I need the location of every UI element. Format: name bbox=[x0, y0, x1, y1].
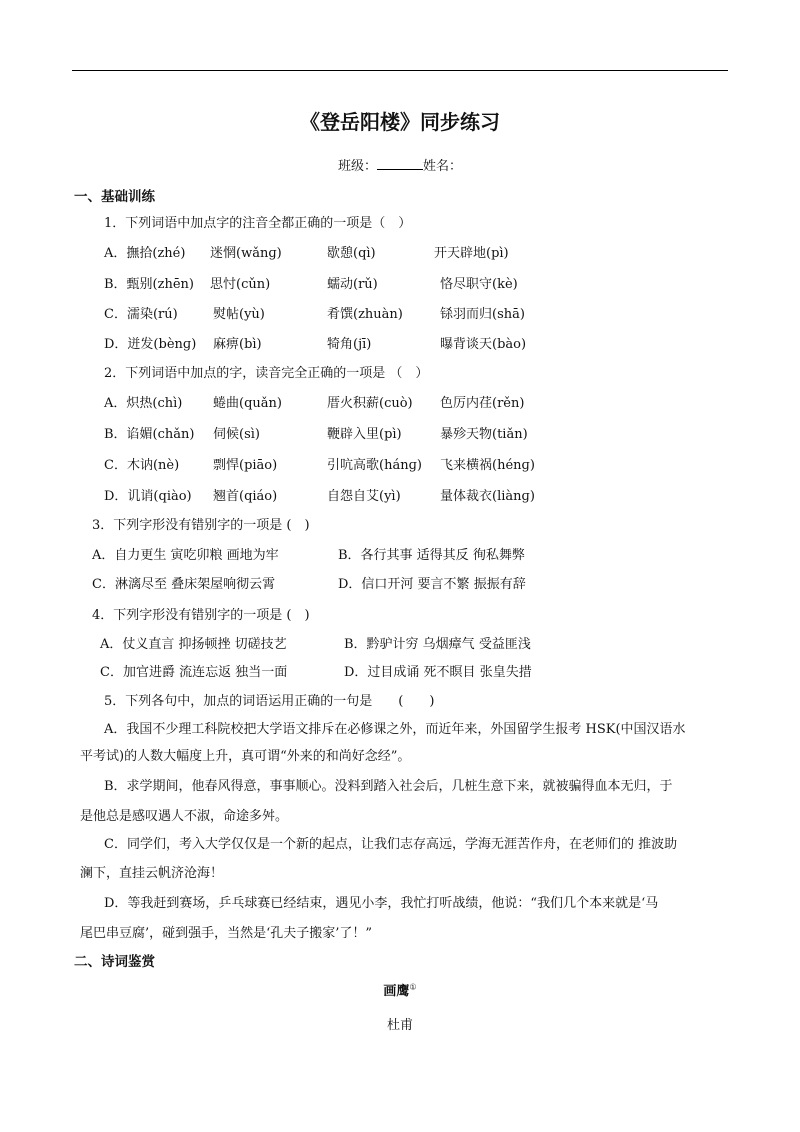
class-blank bbox=[377, 157, 423, 170]
option-cell: B．黔驴计穷 乌烟瘴气 受益匪浅 bbox=[344, 637, 531, 652]
option-cell: 色厉内荏(rěn) bbox=[440, 396, 525, 411]
poem-title-text: 画鹰 bbox=[383, 984, 410, 999]
option-cell: B．各行其事 适得其反 徇私舞弊 bbox=[338, 548, 525, 563]
option-cell: 量体裁衣(liànɡ) bbox=[440, 489, 535, 504]
option-cell: 剽悍(piāo) bbox=[213, 458, 278, 473]
option-cell: D．过目成诵 死不瞑目 张皇失措 bbox=[344, 665, 532, 680]
option-cell: 暴殄天物(tiǎn) bbox=[440, 427, 528, 442]
question-5-option-a-line1: A．我国不少理工科院校把大学语文排斥在必修课之外，而近年来，外国留学生报考 HSK(中国汉语水 bbox=[104, 722, 686, 737]
option-cell: 开天辟地(pì) bbox=[434, 246, 509, 261]
name-label: 姓名： bbox=[423, 159, 463, 174]
option-cell: 蠕动(rǔ) bbox=[327, 277, 378, 292]
option-cell: D．信口开河 要言不繁 振振有辞 bbox=[338, 577, 526, 592]
page-title: 《登岳阳楼》同步练习 bbox=[300, 110, 500, 134]
option-cell: C．木讷(nè) bbox=[104, 458, 180, 473]
poem-title bbox=[0, 980, 800, 999]
option-cell: 蜷曲(quǎn) bbox=[213, 396, 282, 411]
option-cell: A．炽热(chì) bbox=[104, 396, 183, 411]
option-cell: 曝背谈天(bào) bbox=[440, 337, 527, 352]
question-3-stem: 3．下列字形没有错别字的一项是 ( ) bbox=[92, 518, 310, 533]
option-cell: 歇憩(qì) bbox=[327, 246, 376, 261]
option-cell: C．淋漓尽至 叠床架屋响彻云霄 bbox=[92, 577, 276, 592]
option-cell: 犄角(jī) bbox=[327, 337, 372, 352]
question-1-stem: 1．下列词语中加点字的注音全都正确的一项是（ ） bbox=[104, 216, 412, 231]
option-cell: D．迸发(bènɡ) bbox=[104, 337, 197, 352]
question-5-option-d-line1: D．等我赶到赛场，乒乓球赛已经结束，遇见小李，我忙打听战绩，他说：“我们几个本来就是‘马 bbox=[104, 896, 659, 911]
question-5-option-a-line2: 平考试)的人数大幅度上升，真可谓“外来的和尚好念经”。 bbox=[80, 749, 411, 764]
option-cell: B．甄别(zhēn) bbox=[104, 277, 194, 292]
option-cell: 鞭辟入里(pì) bbox=[327, 427, 402, 442]
option-cell: A．仗义直言 抑扬顿挫 切磋技艺 bbox=[100, 637, 287, 652]
option-cell: 麻痹(bì) bbox=[213, 337, 262, 352]
option-cell: 引吭高歌(hánɡ) bbox=[327, 458, 422, 473]
option-cell: 思忖(cǔn) bbox=[210, 277, 271, 292]
question-2-stem: 2．下列词语中加点的字，读音完全正确的一项是 （ ） bbox=[104, 366, 429, 381]
question-5-option-d-line2: 尾巴串豆腐’，碰到强手，当然是‘孔夫子搬家’了！” bbox=[80, 926, 373, 941]
question-4-stem: 4．下列字形没有错别字的一项是 ( ) bbox=[92, 608, 310, 623]
section-basic-training: 一、基础训练 bbox=[74, 189, 155, 205]
class-name-line bbox=[0, 155, 800, 174]
option-cell: 铩羽而归(shā) bbox=[440, 307, 525, 322]
option-cell: A．自力更生 寅吃卯粮 画地为牢 bbox=[92, 548, 279, 563]
option-cell: 熨帖(yù) bbox=[213, 307, 265, 322]
class-label: 班级： bbox=[337, 159, 377, 174]
question-5-option-c-line1: C．同学们，考入大学仅仅是一个新的起点，让我们志存高远，学海无涯苦作舟，在老师们的 推波助 bbox=[104, 837, 678, 852]
question-5-option-c-line2: 澜下，直挂云帆济沧海！ bbox=[80, 866, 224, 881]
option-cell: 迷惘(wǎnɡ) bbox=[210, 246, 282, 261]
option-cell: 肴馔(zhuàn) bbox=[327, 307, 403, 322]
option-cell: 伺候(sì) bbox=[213, 427, 260, 442]
option-cell: C．濡染(rú) bbox=[104, 307, 178, 322]
option-cell: 自怨自艾(yì) bbox=[327, 489, 401, 504]
poem-author: 杜甫 bbox=[386, 1018, 413, 1033]
header-rule bbox=[72, 70, 728, 71]
option-cell: A．撫拾(zhé) bbox=[104, 246, 186, 261]
question-5-stem: 5．下列各句中，加点的词语运用正确的一句是 ( ) bbox=[104, 694, 435, 709]
option-cell: B．谄媚(chǎn) bbox=[104, 427, 195, 442]
option-cell: 厝火积薪(cuò) bbox=[327, 396, 413, 411]
question-5-option-b-line2: 是他总是感叹遇人不淑，命途多舛。 bbox=[80, 809, 289, 824]
option-cell: 恪尽职守(kè) bbox=[440, 277, 518, 292]
option-cell: 翘首(qiáo) bbox=[213, 489, 278, 504]
option-cell: 飞来横祸(hénɡ) bbox=[440, 458, 535, 473]
option-cell: D．讥诮(qiào) bbox=[104, 489, 192, 504]
option-cell: C．加官进爵 流连忘返 独当一面 bbox=[100, 665, 288, 680]
question-5-option-b-line1: B．求学期间，他春风得意，事事顺心。没料到踏入社会后，几桩生意下来，就被骗得血本无归，于 bbox=[104, 779, 673, 794]
section-poetry-appreciation: 二、诗词鉴赏 bbox=[74, 954, 155, 970]
footnote-marker: ① bbox=[409, 982, 417, 992]
